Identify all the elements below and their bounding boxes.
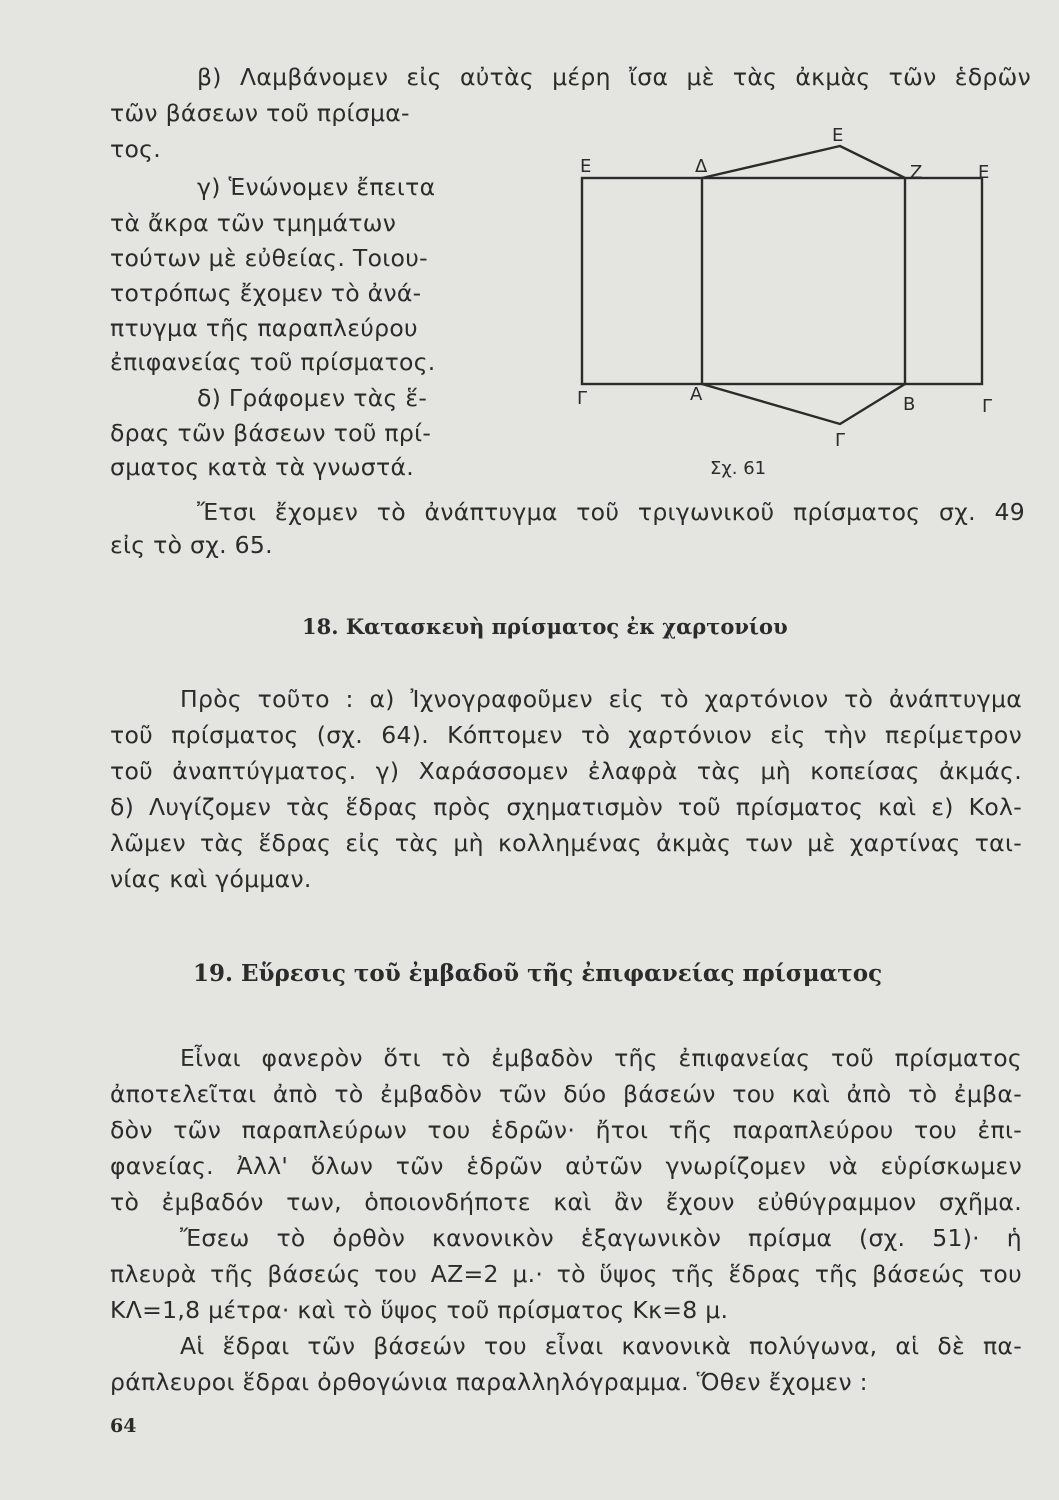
text-line: νίας καὶ γόμμαν. [110, 865, 312, 893]
figure-caption: Σχ. 61 [710, 458, 767, 479]
text-line: τος. [110, 135, 161, 163]
net-outer-rectangle [582, 178, 982, 384]
text-line: Πρὸς τοῦτο : α) Ἰχνογραφοῦμεν εἰς τὸ χαρτόνιον τὸ ἀνάπτυγμα [180, 685, 1022, 713]
label-bottom-b: Β [903, 394, 916, 415]
label-bottom-a: Α [690, 384, 703, 405]
text-line: δ) Γράφομεν τὰς ἕ- [197, 384, 428, 412]
text-line: Εἶναι φανερὸν ὅτι τὸ ἐμβαδὸν τῆς ἐπιφανείας τοῦ πρίσματος [180, 1044, 1022, 1072]
text-line: πτυγμα τῆς παραπλεύρου [110, 314, 418, 342]
top-base-triangle [702, 146, 905, 178]
text-line: σματος κατὰ τὰ γνωστά. [110, 453, 414, 481]
text-line: δὸν τῶν παραπλεύρων του ἑδρῶν· ἤτοι τῆς παραπλεύρου του ἐπι- [110, 1116, 1022, 1144]
page-number: 64 [110, 1415, 137, 1437]
text-line: ἀποτελεῖται ἀπὸ τὸ ἐμβαδὸν τῶν δύο βάσεών του καὶ ἀπὸ τὸ ἐμβα- [110, 1080, 1022, 1108]
label-top-apex: Ε [832, 125, 844, 146]
text-line: τὸ ἐμβαδόν των, ὁποιονδήποτε καὶ ἂν ἔχουν εὐθύγραμμον σχῆμα. [110, 1188, 1022, 1216]
text-line: τοῦ ἀναπτύγματος. γ) Χαράσσομεν ἐλαφρὰ τὰς μὴ κοπείσας ἀκμάς. [110, 757, 1022, 785]
label-bottom-apex: Γ [835, 430, 846, 451]
label-top-z: Ζ [910, 162, 923, 183]
text-line: εἰς τὸ σχ. 65. [110, 531, 273, 559]
label-bottom-right: Γ [982, 396, 993, 417]
text-line: Ἔτσι ἔχομεν τὸ ἀνάπτυγμα τοῦ τριγωνικοῦ πρίσματος σχ. 49 [197, 498, 1025, 526]
text-line: φανείας. Ἀλλ' ὅλων τῶν ἑδρῶν αὐτῶν γνωρίζομεν νὰ εὑρίσκωμεν [110, 1152, 1022, 1180]
section-heading-19: 19. Εὕρεσις τοῦ ἐμβαδοῦ τῆς ἐπιφανείας πρίσματος [193, 960, 883, 987]
text-line: δρας τῶν βάσεων τοῦ πρί- [110, 419, 432, 447]
bottom-base-triangle [702, 384, 905, 424]
label-bottom-left: Γ [577, 388, 588, 409]
text-line: β) Λαμβάνομεν εἰς αὐτὰς μέρη ἴσα μὲ τὰς ἀκμὰς τῶν ἑδρῶν [197, 63, 1031, 91]
label-top-right: Ε [978, 162, 990, 183]
text-line: δ) Λυγίζομεν τὰς ἕδρας πρὸς σχηματισμὸν τοῦ πρίσματος καὶ ε) Κολ- [110, 793, 1022, 821]
text-line: ΚΛ=1,8 μέτρα· καὶ τὸ ὕψος τοῦ πρίσματος Κκ=8 μ. [110, 1296, 729, 1324]
text-line: τούτων μὲ εὐθείας. Τοιου- [110, 244, 428, 272]
label-top-d: Δ [695, 156, 708, 177]
text-line: λῶμεν τὰς ἕδρας εἰς τὰς μὴ κολλημένας ἀκμὰς των μὲ χαρτίνας ται- [110, 829, 1022, 857]
text-line: ἐπιφανείας τοῦ πρίσματος. [110, 348, 436, 376]
text-line: τῶν βάσεων τοῦ πρίσμα- [110, 99, 410, 127]
text-line: τοτρόπως ἔχομεν τὸ ἀνά- [110, 279, 422, 307]
text-line: γ) Ἑνώνομεν ἔπειτα [197, 173, 436, 201]
text-line: ράπλευροι ἕδραι ὀρθογώνια παραλληλόγραμμα. Ὅθεν ἔχομεν : [110, 1368, 868, 1396]
section-heading-18: 18. Κατασκευὴ πρίσματος ἐκ χαρτονίου [302, 614, 788, 639]
text-line: πλευρὰ τῆς βάσεώς του ΑΖ=2 μ.· τὸ ὕψος τῆς ἕδρας τῆς βάσεώς του [110, 1260, 1022, 1288]
text-line: τοῦ πρίσματος (σχ. 64). Κόπτομεν τὸ χαρτόνιον εἰς τὴν περίμετρον [110, 721, 1022, 749]
label-top-left: Ε [580, 156, 592, 177]
text-line: Ἔσεω τὸ ὀρθὸν κανονικὸν ἑξαγωνικὸν πρίσμα (σχ. 51)· ἡ [180, 1224, 1022, 1252]
text-line: τὰ ἄκρα τῶν τμημάτων [110, 209, 397, 237]
text-line: Αἱ ἕδραι τῶν βάσεών του εἶναι κανονικὰ πολύγωνα, αἱ δὲ πα- [180, 1332, 1022, 1360]
